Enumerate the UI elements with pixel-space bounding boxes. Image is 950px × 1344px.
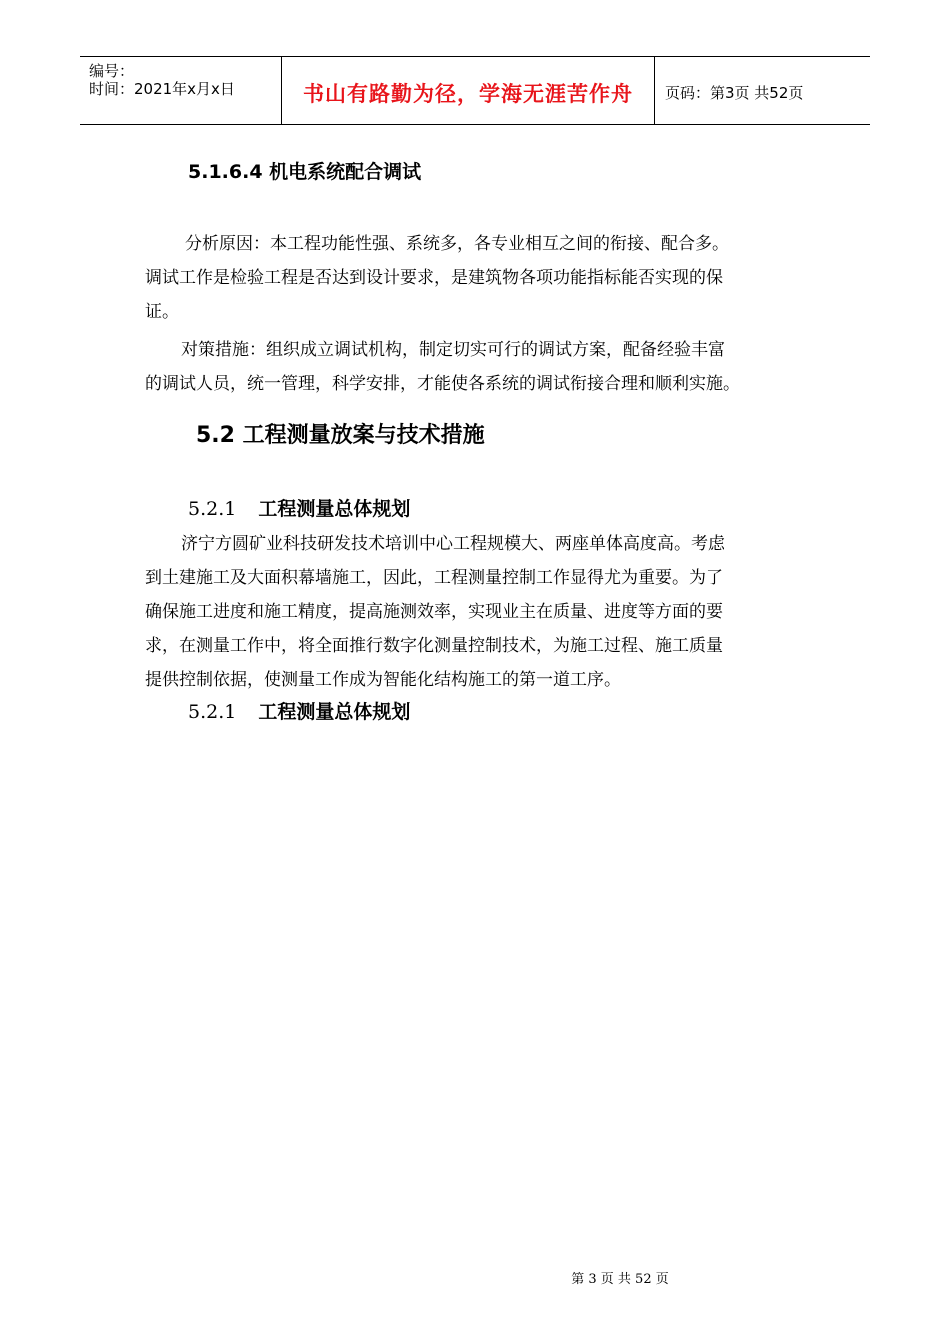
header-right-cell <box>655 57 870 124</box>
measures-paragraph <box>145 333 810 401</box>
heading-title: 工程测量总体规划 <box>258 701 411 723</box>
heading-number: 5.2.1 <box>188 498 237 520</box>
heading-title: 工程测量总体规划 <box>258 498 411 520</box>
survey-plan-paragraph <box>145 527 810 697</box>
page-footer: 第 3 页 共 52 页 <box>571 1272 669 1287</box>
analysis-paragraph <box>145 227 810 329</box>
paragraph-line: 济宁方圆矿业科技研发技术培训中心工程规模大、两座单体高度高。考虑 <box>181 534 725 554</box>
heading-5-2-1 <box>188 494 410 521</box>
paragraph-line: 证。 <box>145 302 179 322</box>
paragraph-line: 提供控制依据，使测量工作成为智能化结构施工的第一道工序。 <box>145 670 621 690</box>
paragraph-line: 分析原因：本工程功能性强、系统多，各专业相互之间的衔接、配合多。 <box>185 234 729 254</box>
paragraph-line: 确保施工进度和施工精度，提高施测效率，实现业主在质量、进度等方面的要 <box>145 602 723 622</box>
paragraph-line: 到土建施工及大面积幕墙施工，因此，工程测量控制工作显得尤为重要。为了 <box>145 568 723 588</box>
heading-5-1-6-4: 5.1.6.4 机电系统配合调试 <box>188 161 422 183</box>
heading-number: 5.2.1 <box>188 701 237 723</box>
heading-5-2: 5.2 工程测量放案与技术措施 <box>196 423 485 448</box>
header-page-code: 页码：第3页 共52页 <box>665 84 804 102</box>
header-left-cell <box>80 57 281 124</box>
serial-number-label: 编号： <box>89 62 135 80</box>
heading-5-2-1-repeat <box>188 697 410 724</box>
paragraph-line: 对策措施：组织成立调试机构，制定切实可行的调试方案，配备经验丰富 <box>181 340 725 360</box>
paragraph-line: 调试工作是检验工程是否达到设计要求，是建筑物各项功能指标能否实现的保 <box>145 268 723 288</box>
header-motto-cell <box>281 57 655 124</box>
paragraph-line: 的调试人员，统一管理，科学安排，才能使各系统的调试衔接合理和顺利实施。 <box>145 374 740 394</box>
header-motto: 书山有路勤为径，学海无涯苦作舟 <box>303 82 633 106</box>
date-label: 时间：2021年x月x日 <box>89 80 235 98</box>
page-header <box>80 56 870 125</box>
paragraph-line: 求，在测量工作中，将全面推行数字化测量控制技术，为施工过程、施工质量 <box>145 636 723 656</box>
